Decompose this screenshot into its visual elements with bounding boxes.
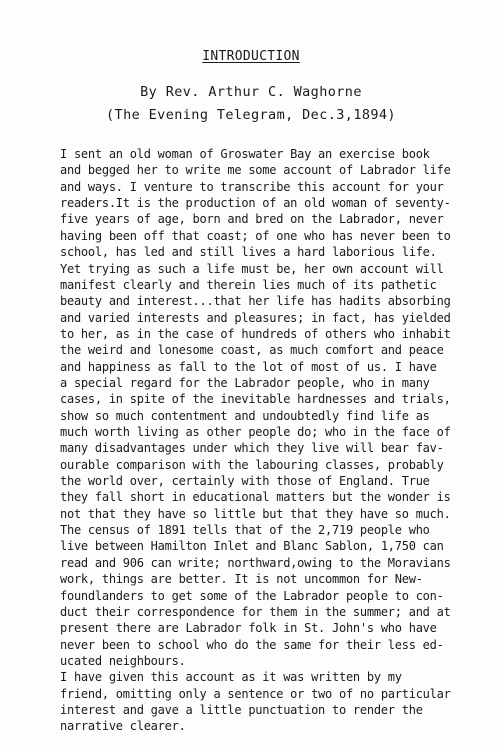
text-line: I have given this account as it was written by my xyxy=(60,670,402,685)
text-line: the world over, certainly with those of England. True xyxy=(60,474,430,488)
text-line: cases, in spite of the inevitable hardnesses and trials, xyxy=(60,392,451,407)
source-line: (The Evening Telegram, Dec.3,1894) xyxy=(106,107,396,123)
text-line: read and 906 can write; northward,owing to the Moravians xyxy=(60,555,451,570)
text-line: not that they have so little but that they have so much. xyxy=(60,506,451,521)
text-line: school, has led and still lives a hard laborious life. xyxy=(60,245,437,260)
text-line: work, things are better. It is not uncommon for New- xyxy=(60,572,423,587)
text-line: many disadvantages under which they live will bear fav- xyxy=(60,441,444,456)
text-line: The census of 1891 tells that of the 2,719 people who xyxy=(60,523,430,537)
text-line: to her, as in the case of hundreds of others who inhabit xyxy=(60,326,451,341)
text-line: manifest clearly and therein lies much of its pathetic xyxy=(60,277,437,292)
text-line: they fall short in educational matters but the wonder is xyxy=(60,490,451,505)
text-line: five years of age, born and bred on the Labrador, never xyxy=(60,212,444,227)
text-line: much worth living as other people do; who in the face of xyxy=(60,425,451,439)
text-line: show so much contentment and undoubtedly find life as xyxy=(60,408,430,423)
text-line: narrative clearer. xyxy=(60,719,186,734)
text-line: and varied interests and pleasures; in fact, has yielded xyxy=(60,310,451,325)
text-line: ourable comparison with the labouring classes, probably xyxy=(60,457,444,472)
author-line: By Rev. Arthur C. Waghorne xyxy=(140,84,362,100)
text-line: never been to school who do the same for their less ed- xyxy=(60,637,444,652)
text-line: Yet trying as such a life must be, her own account will xyxy=(60,261,444,276)
text-line: duct their correspondence for them in the summer; and at xyxy=(60,604,451,619)
text-line: present there are Labrador folk in St. John's who have xyxy=(60,621,437,636)
text-line: foundlanders to get some of the Labrador people to con- xyxy=(60,588,444,603)
text-line: live between Hamilton Inlet and Blanc Sablon, 1,750 can xyxy=(60,539,444,554)
text-line: interest and gave a little punctuation to render the xyxy=(60,702,423,717)
text-line: ucated neighbours. xyxy=(60,653,186,668)
text-line: readers.It is the production of an old woman of seventy- xyxy=(60,196,451,211)
text-line: friend, omitting only a sentence or two of no particular xyxy=(60,686,451,701)
text-line: a special regard for the Labrador people, who in many xyxy=(60,375,430,390)
text-line: beauty and interest...that her life has hadits absorbing xyxy=(60,294,451,309)
document-title: INTRODUCTION xyxy=(202,49,300,64)
text-line: and happiness as fall to the lot of most of us. I have xyxy=(60,359,437,374)
text-line: having been off that coast; of one who has never been to xyxy=(60,228,451,243)
text-line: the weird and lonesome coast, as much comfort and peace xyxy=(60,343,444,358)
text-line: I sent an old woman of Groswater Bay an exercise book xyxy=(60,147,430,161)
text-line: and ways. I venture to transcribe this account for your xyxy=(60,179,444,194)
text-line: and begged her to write me some account of Labrador life xyxy=(60,163,451,178)
